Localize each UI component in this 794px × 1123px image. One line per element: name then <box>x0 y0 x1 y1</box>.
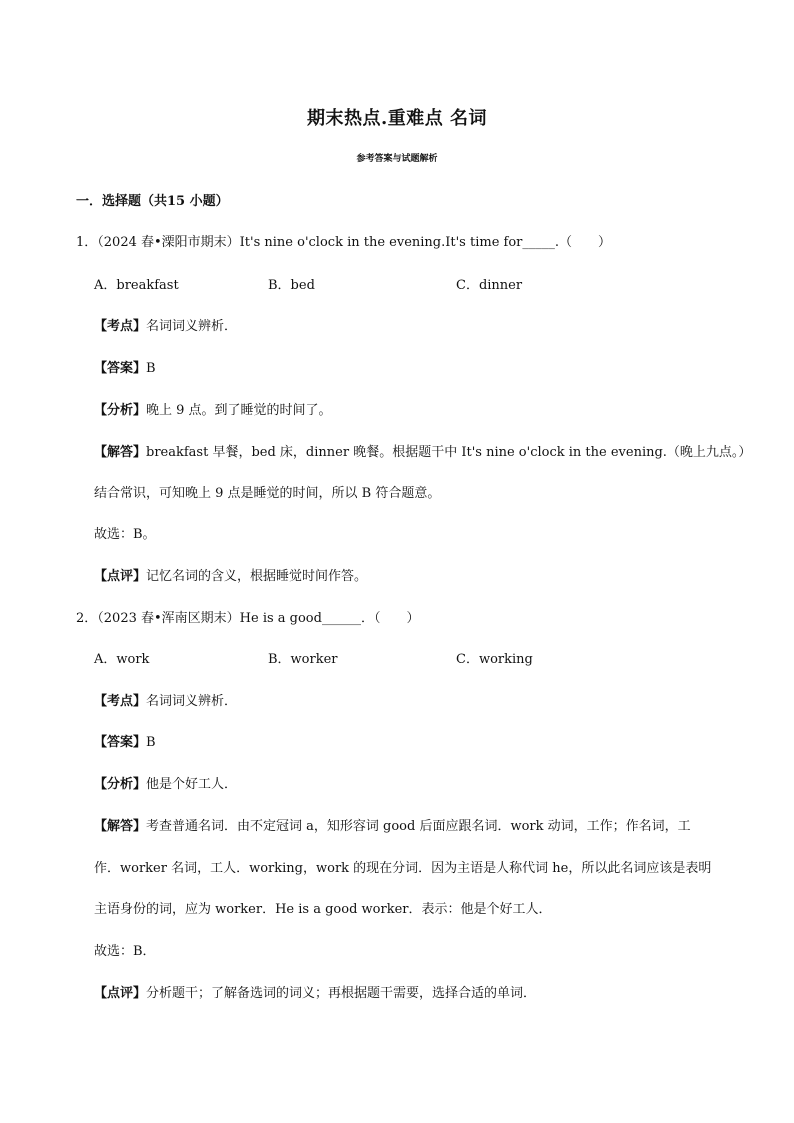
kaodian-tag: 【考点】 <box>94 319 147 334</box>
kaodian-text: 名词词义辨析． <box>146 694 238 709</box>
kaodian-tag: 【考点】 <box>94 694 147 709</box>
question-1-kaodian <box>94 315 237 334</box>
question-1-option-a: A．breakfast <box>94 278 179 293</box>
jieda-tag: 【解答】 <box>94 445 147 460</box>
question-2-jieda-line-2: 作．worker 名词，工人．working，work 的现在分词．因为主语是人称代词 he，所以此名词应该是表明 <box>94 861 712 876</box>
question-2-dianping <box>94 982 536 1001</box>
question-2-jieda-line-3: 主语身份的词，应为 worker．He is a good worker．表示：他是个好工人． <box>94 902 552 917</box>
fenxi-tag: 【分析】 <box>94 403 147 418</box>
question-1-option-b: B．bed <box>268 278 315 293</box>
jieda-text-line-1: 考查普通名词．由不定冠词 a，知形容词 good 后面应跟名词．work 动词，工作；作名词，工 <box>146 819 691 834</box>
question-2-answer <box>94 731 156 750</box>
dianping-text: 记忆名词的含义，根据睡觉时间作答。 <box>146 569 368 584</box>
question-1-answer <box>94 357 156 376</box>
kaodian-text: 名词词义辨析． <box>146 319 238 334</box>
question-1-option-c: C．dinner <box>456 278 523 293</box>
dianping-tag: 【点评】 <box>94 986 147 1001</box>
jieda-text-line-1: breakfast 早餐，bed 床，dinner 晚餐。根据题干中 It's nine o'clock in the evening.（晚上九点。） <box>146 445 752 460</box>
question-2-stem: 2．（2023 春•浑南区期末）He is a good______．（ ） <box>76 611 420 626</box>
section-heading: 一．选择题（共15 小题） <box>76 194 229 209</box>
dianping-text: 分析题干；了解备选词的词义；再根据题干需要，选择合适的单词． <box>146 986 537 1001</box>
answer-text: B <box>146 361 156 376</box>
question-1-stem: 1．（2024 春•溧阳市期末）It's nine o'clock in the evening.It's time for_____.（ ） <box>76 235 612 250</box>
question-2-kaodian <box>94 690 237 709</box>
fenxi-tag: 【分析】 <box>94 777 147 792</box>
document-title: 期末热点.重难点 名词 <box>306 108 488 129</box>
question-2-option-b: B．worker <box>268 652 338 667</box>
fenxi-text: 晚上 9 点。到了睡觉的时间了。 <box>146 403 332 418</box>
question-1-jieda <box>94 441 751 460</box>
question-2-option-c: C．working <box>456 652 533 667</box>
answer-text: B <box>146 735 156 750</box>
question-1-jieda-line-2: 结合常识，可知晚上 9 点是睡觉的时间，所以 B 符合题意。 <box>94 486 441 501</box>
document-subtitle: 参考答案与试题解析 <box>356 154 438 164</box>
question-1-dianping <box>94 565 367 584</box>
answer-tag: 【答案】 <box>94 735 147 750</box>
question-1-fenxi <box>94 399 332 418</box>
jieda-tag: 【解答】 <box>94 819 147 834</box>
question-2-fenxi <box>94 773 237 792</box>
question-2-choose: 故选：B． <box>94 944 156 959</box>
question-2-jieda <box>94 815 691 834</box>
dianping-tag: 【点评】 <box>94 569 147 584</box>
question-1-choose: 故选：B。 <box>94 527 156 542</box>
fenxi-text: 他是个好工人． <box>146 777 238 792</box>
question-2-option-a: A．work <box>94 652 150 667</box>
answer-tag: 【答案】 <box>94 361 147 376</box>
